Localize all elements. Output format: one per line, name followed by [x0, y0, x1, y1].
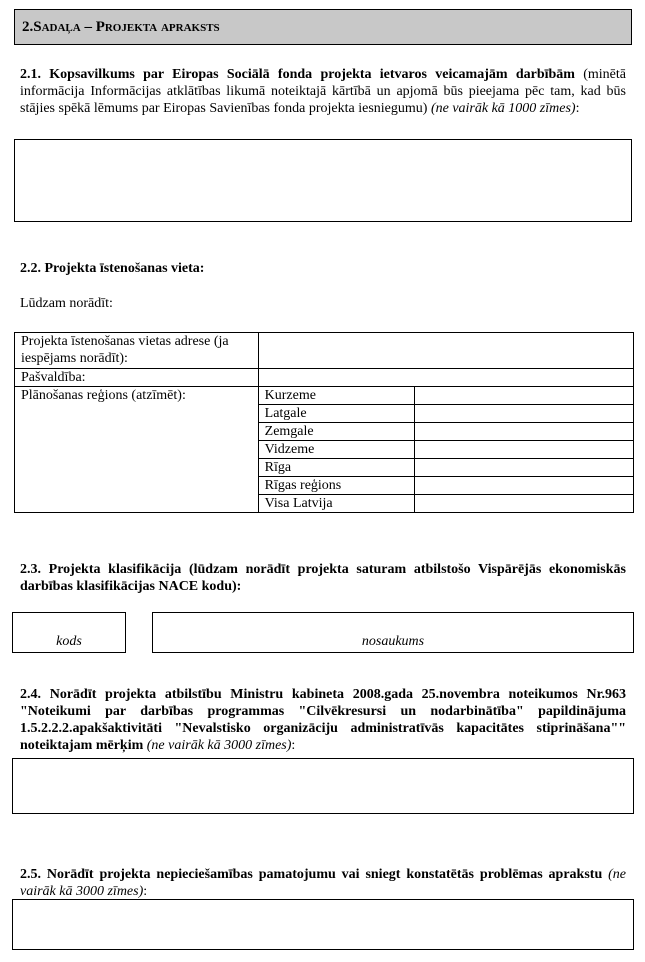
s23-heading: Projekta klasifikācija (lūdzam norādīt projekta saturam atbilstošo Vispārējās ekonomiskās darbības klasifikācijas NACE kodu):: [20, 562, 626, 594]
address-row: [15, 333, 634, 369]
justification-textarea[interactable]: [12, 899, 634, 950]
address-label: Projekta īstenošanas vietas adrese (ja iespējams norādīt):: [15, 333, 259, 369]
s21-description: (minētā informācija Informācijas atklātības likumā noteiktajā kārtībā un apjomā būs pieejama pēc tam, kad būs stājies spēkā lēmums par Eiropas Savienības fonda projekta iesniegumu): [20, 67, 626, 116]
s25-number: 2.5.: [20, 867, 41, 882]
nace-code-caption-box: [12, 634, 126, 653]
region-check-cell[interactable]: [415, 423, 634, 441]
nace-name-caption: nosaukums: [361, 634, 425, 649]
region-option: Visa Latvija: [258, 495, 415, 513]
region-check-cell[interactable]: [415, 495, 634, 513]
municipality-input[interactable]: [258, 369, 633, 387]
objective-textarea[interactable]: [12, 758, 634, 814]
region-row: [15, 387, 634, 405]
nace-code-caption: kods: [56, 634, 82, 649]
region-check-cell[interactable]: [415, 459, 634, 477]
section-2-4-instructions: [20, 686, 626, 754]
region-option: Zemgale: [258, 423, 415, 441]
region-option: Latgale: [258, 405, 415, 423]
region-option: Rīgas reģions: [258, 477, 415, 495]
region-option: Kurzeme: [258, 387, 415, 405]
nace-code-input[interactable]: [12, 612, 126, 635]
summary-textarea[interactable]: [14, 139, 632, 222]
municipality-label: Pašvaldība:: [15, 369, 259, 387]
s24-heading: Norādīt projekta atbilstību Ministru kabineta 2008.gada 25.novembra noteikumos Nr.963 "Noteikumi par darbības programmas "Cilvēkresursi un nodarbinātība" papildinājuma 1.5.2.2.2.apakšaktivitāti "Nevalstisko organizāciju administratīvās kapacitātes stiprināšana"" noteiktajam mērķim: [20, 687, 626, 753]
s25-limit-note: (ne vairāk kā 3000 zīmes): [20, 867, 627, 899]
region-label: Plānošanas reģions (atzīmēt):: [15, 387, 259, 513]
nace-name-caption-box: [152, 634, 634, 653]
s24-colon: :: [291, 738, 296, 753]
section-title-text: Sadaļa – Projekta apraksts: [33, 19, 220, 35]
s22-prompt: Lūdzam norādīt:: [20, 296, 113, 311]
s25-colon: :: [143, 884, 148, 899]
region-check-cell[interactable]: [415, 387, 634, 405]
region-check-cell[interactable]: [415, 405, 634, 423]
section-number: 2.: [22, 19, 34, 35]
section-header: [14, 9, 632, 45]
region-option: Vidzeme: [258, 441, 415, 459]
s25-heading: Norādīt projekta nepieciešamības pamatojumu vai sniegt konstatētās problēmas aprakstu: [46, 867, 603, 882]
municipality-row: [15, 369, 634, 387]
region-check-cell[interactable]: [415, 441, 634, 459]
s24-limit-note: (ne vairāk kā 3000 zīmes): [146, 738, 292, 753]
s21-limit-note: (ne vairāk kā 1000 zīmes): [430, 101, 576, 116]
section-2-1-instructions: [20, 66, 626, 117]
region-check-cell[interactable]: [415, 477, 634, 495]
address-input[interactable]: [258, 333, 633, 369]
s21-colon: :: [575, 101, 580, 116]
location-table: [14, 332, 634, 513]
s23-number: 2.3.: [20, 562, 41, 577]
section-2-5-instructions: [20, 866, 626, 900]
s22-heading: 2.2. Projekta īstenošanas vieta:: [20, 261, 205, 276]
region-option: Rīga: [258, 459, 415, 477]
s24-number: 2.4.: [20, 687, 41, 702]
s21-heading: Kopsavilkums par Eiropas Sociālā fonda projekta ietvaros veicamajām darbībām: [49, 67, 575, 82]
nace-name-input[interactable]: [152, 612, 634, 635]
section-2-3-instructions: [20, 561, 626, 595]
s21-number: 2.1.: [20, 67, 41, 82]
section-title: [22, 19, 220, 36]
